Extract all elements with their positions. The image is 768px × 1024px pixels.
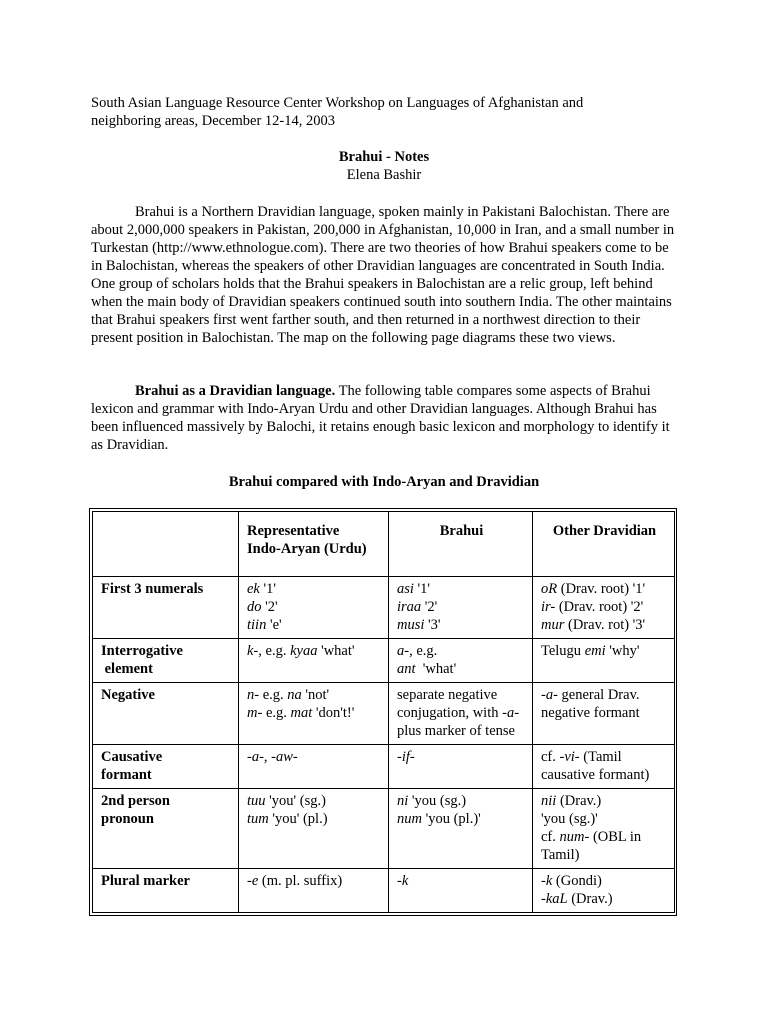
- dravidian-causative-line-2: causative formant): [541, 767, 650, 783]
- table-row-numerals: [93, 577, 675, 639]
- label-line-1: 2nd person: [101, 793, 170, 809]
- label-line-1: Interrogative: [101, 643, 183, 659]
- gloss: (Drav.): [567, 891, 613, 907]
- gloss: 'you' (pl.): [268, 811, 328, 827]
- dravidian-pronoun-line-2: 'you (sg.)': [541, 811, 598, 827]
- cell-negative-brahui: [389, 683, 533, 745]
- connector: e.g.: [259, 687, 288, 703]
- cell-numerals-urdu: [239, 577, 389, 639]
- text: conjugation, with: [397, 705, 503, 721]
- gloss: (Drav. rot) '3': [564, 617, 646, 633]
- term: -a-: [541, 687, 558, 703]
- term: -e: [247, 873, 259, 889]
- term: na: [287, 687, 302, 703]
- table-title: Brahui compared with Indo-Aryan and Dravidian: [228, 474, 540, 490]
- dravidian-interrogative: [541, 642, 668, 660]
- connector: , e.g.: [409, 643, 438, 659]
- term: -a-: [502, 705, 520, 721]
- gloss: 'you (sg.): [408, 793, 467, 809]
- comparison-table: [92, 511, 675, 913]
- brahui-numeral-2: [397, 598, 526, 616]
- header-cell-brahui: Brahui: [389, 512, 533, 577]
- header-cell-dravidian: Other Dravidian: [533, 512, 675, 577]
- term: m-: [247, 705, 263, 721]
- term: nii: [541, 793, 557, 809]
- workshop-header: [91, 94, 691, 130]
- term: tuu: [247, 793, 266, 809]
- urdu-numeral-2: [247, 598, 382, 616]
- row-label-negative: Negative: [93, 683, 239, 745]
- cell-numerals-dravidian: [533, 577, 675, 639]
- row-label-interrogative: [93, 639, 239, 683]
- cell-negative-urdu: [239, 683, 389, 745]
- urdu-interrogative: [247, 642, 382, 660]
- urdu-pronoun-sg: [247, 792, 382, 810]
- gloss: 'you (pl.)': [421, 811, 481, 827]
- dravidian-causative-line-1: [541, 748, 668, 766]
- brahui-pronoun-pl: [397, 810, 526, 828]
- term: ni: [397, 793, 409, 809]
- term: k-: [247, 643, 259, 659]
- header-line-2: neighboring areas, December 12-14, 2003: [91, 113, 336, 129]
- gloss: (Drav.): [556, 793, 602, 809]
- dravidian-pronoun-line-4: Tamil): [541, 847, 580, 863]
- row-label-plural: Plural marker: [93, 869, 239, 913]
- comparison-table-frame: [89, 508, 677, 916]
- gloss: (Drav. root) '1': [557, 581, 646, 597]
- gloss: 'you' (sg.): [265, 793, 326, 809]
- gloss: (m. pl. suffix): [258, 873, 343, 889]
- cell-causative-urdu: [239, 745, 389, 789]
- table-row-pronoun: [93, 789, 675, 869]
- gloss: 'not': [301, 687, 330, 703]
- term: oR: [541, 581, 558, 597]
- language-name: Telugu: [541, 643, 585, 659]
- urdu-numeral-3: [247, 616, 382, 634]
- dravidian-numeral-2: [541, 598, 668, 616]
- connector: e.g.: [262, 705, 291, 721]
- term: -vi-: [559, 749, 580, 765]
- brahui-numeral-3: [397, 616, 526, 634]
- term: -a-: [247, 749, 264, 765]
- gloss: '2': [421, 599, 438, 615]
- cell-interrogative-urdu: [239, 639, 389, 683]
- gloss: 'what': [317, 643, 355, 659]
- term: mat: [290, 705, 313, 721]
- connector: ,: [263, 749, 272, 765]
- gloss: 'don't!': [312, 705, 355, 721]
- cell-interrogative-brahui: [389, 639, 533, 683]
- dravidian-negative-line-2: negative formant: [541, 705, 640, 721]
- cell-pronoun-urdu: [239, 789, 389, 869]
- brahui-interrogative-2: [397, 660, 526, 678]
- brahui-causative: -if-: [397, 749, 415, 765]
- gloss: 'why': [605, 643, 640, 659]
- connector: , e.g.: [258, 643, 291, 659]
- row-label-causative: [93, 745, 239, 789]
- cell-causative-dravidian: [533, 745, 675, 789]
- gloss: '2': [261, 599, 278, 615]
- title-block: [0, 148, 768, 184]
- author-name: Elena Bashir: [346, 167, 422, 183]
- urdu-causative: [247, 748, 382, 766]
- table-row-plural: [93, 869, 675, 913]
- cell-interrogative-dravidian: [533, 639, 675, 683]
- term: musi: [397, 617, 425, 633]
- table-row-causative: [93, 745, 675, 789]
- term: ek: [247, 581, 260, 597]
- term: do: [247, 599, 262, 615]
- dravidian-numeral-3: [541, 616, 668, 634]
- gloss: '1': [413, 581, 431, 597]
- cell-plural-brahui: [389, 869, 533, 913]
- document-title: Brahui - Notes: [338, 149, 430, 165]
- urdu-plural: [247, 872, 382, 890]
- urdu-negative-2: [247, 704, 382, 722]
- dravidian-pronoun-line-1: [541, 792, 668, 810]
- header-urdu-line-1: Representative: [247, 523, 340, 539]
- dravidian-numeral-1: [541, 580, 668, 598]
- brahui-interrogative-1: [397, 642, 526, 660]
- gloss: general Drav.: [557, 687, 640, 703]
- label-line-1: Causative: [101, 749, 163, 765]
- gloss: '3': [424, 617, 441, 633]
- term: ir-: [541, 599, 556, 615]
- table-row-interrogative: [93, 639, 675, 683]
- urdu-negative-1: [247, 686, 382, 704]
- dravidian-paragraph: [91, 382, 681, 454]
- header-cell-urdu: [239, 512, 389, 577]
- urdu-pronoun-pl: [247, 810, 382, 828]
- cell-pronoun-brahui: [389, 789, 533, 869]
- text: cf.: [541, 829, 560, 845]
- term: num-: [559, 829, 590, 845]
- row-label-numerals: First 3 numerals: [93, 577, 239, 639]
- dravidian-plural-1: [541, 872, 668, 890]
- gloss: (Drav. root) '2': [555, 599, 644, 615]
- term: -kaL: [541, 891, 568, 907]
- table-header-row: [93, 512, 675, 577]
- cell-negative-dravidian: [533, 683, 675, 745]
- header-line-1: South Asian Language Resource Center Workshop on Languages of Afghanistan and: [91, 95, 584, 111]
- cell-plural-dravidian: [533, 869, 675, 913]
- term: num: [397, 811, 422, 827]
- row-label-pronoun: [93, 789, 239, 869]
- term: iraa: [397, 599, 422, 615]
- gloss: (Gondi): [552, 873, 602, 889]
- term: ant: [397, 661, 416, 677]
- brahui-pronoun-sg: [397, 792, 526, 810]
- term: -k: [541, 873, 553, 889]
- gloss: 'e': [266, 617, 282, 633]
- header-urdu-line-2: Indo-Aryan (Urdu): [247, 541, 367, 557]
- brahui-numeral-1: [397, 580, 526, 598]
- gloss: 'what': [415, 661, 457, 677]
- table-row-negative: [93, 683, 675, 745]
- brahui-negative-line-3: plus marker of tense: [397, 723, 515, 739]
- cell-causative-brahui: [389, 745, 533, 789]
- brahui-negative-line-1: separate negative: [397, 687, 498, 703]
- label-line-2: element: [101, 661, 153, 677]
- dravidian-pronoun-line-3: [541, 828, 668, 846]
- intro-paragraph: Brahui is a Northern Dravidian language, spoken mainly in Pakistani Balochistan. There are about 2,000,000 speakers in Pakistan, 200,000 in Afghanistan, 10,000 in Iran, and a small number in Turkestan (http://www.ethnologue.com). There are two theories of how Brahui speakers come to be in Balochistan, whereas the speakers of other Dravidian languages are concentrated in South India. One group of scholars holds that the Brahui speakers in Balochistan are a relic group, left behind when the main body of Dravidian speakers continued south into southern India. The other maintains that Brahui speakers first went farther south, and then returned in a northwest direction to their present position in Balochistan. The map on the following page diagrams these two views.: [91, 204, 675, 346]
- term: -aw-: [271, 749, 298, 765]
- paragraph-body: The following table compares some aspects of Brahui lexicon and grammar with Indo-Aryan Urdu and other Dravidian languages. Although Brahui has been influenced massively by Balochi, it retains enough basic lexicon and morphology to identify it as Dravidian.: [91, 383, 670, 453]
- term: mur: [541, 617, 565, 633]
- gloss: '1': [259, 581, 276, 597]
- header-cell-empty: [93, 512, 239, 577]
- urdu-numeral-1: [247, 580, 382, 598]
- term: n-: [247, 687, 260, 703]
- dravidian-negative-line-1: [541, 686, 668, 704]
- cell-pronoun-dravidian: [533, 789, 675, 869]
- brahui-negative-line-2: [397, 704, 526, 722]
- term: asi: [397, 581, 414, 597]
- gloss: (Tamil: [579, 749, 622, 765]
- term: tum: [247, 811, 269, 827]
- term: a-: [397, 643, 410, 659]
- cell-numerals-brahui: [389, 577, 533, 639]
- label-line-2: pronoun: [101, 811, 154, 827]
- dravidian-plural-2: [541, 890, 668, 908]
- term: emi: [584, 643, 606, 659]
- term: tiin: [247, 617, 267, 633]
- term: kyaa: [290, 643, 318, 659]
- gloss: (OBL in: [589, 829, 642, 845]
- paragraph-lead: Brahui as a Dravidian language.: [135, 383, 336, 399]
- label-line-2: formant: [101, 767, 152, 783]
- cell-plural-urdu: [239, 869, 389, 913]
- text: cf.: [541, 749, 560, 765]
- brahui-plural: -k: [397, 873, 409, 889]
